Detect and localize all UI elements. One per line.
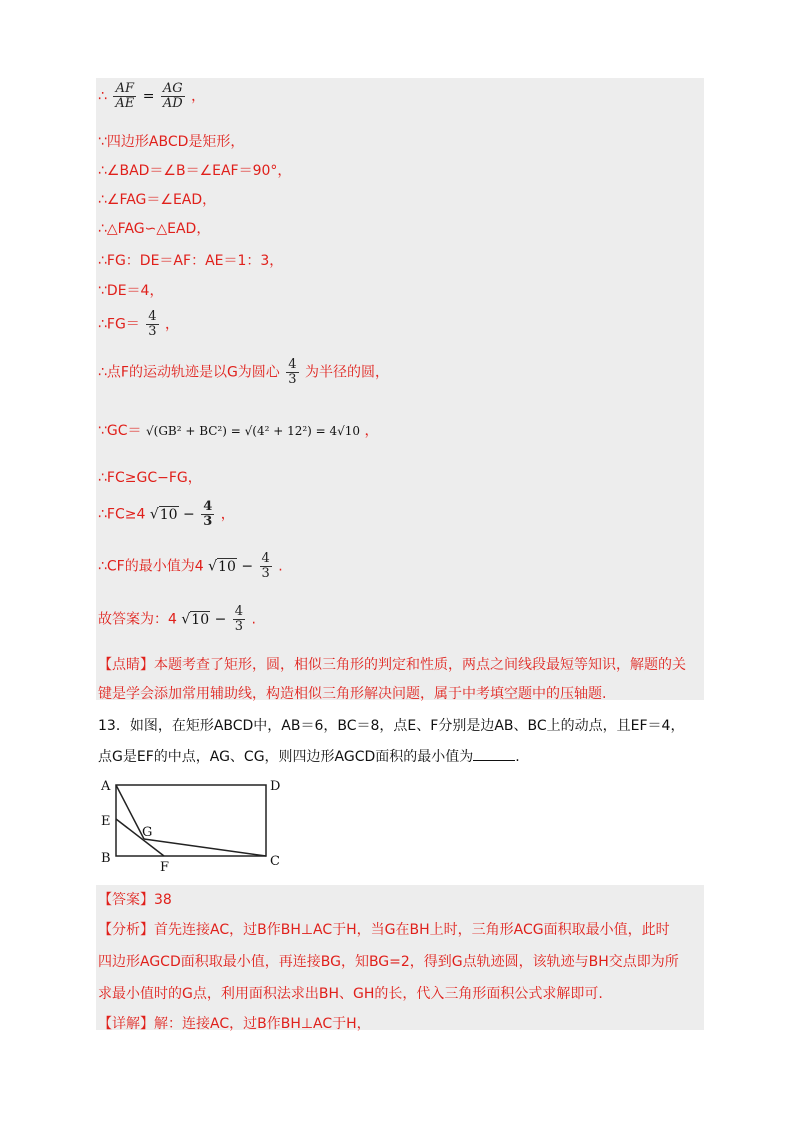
radicand: 10 — [191, 611, 210, 628]
solution-line-9 — [98, 358, 389, 387]
analysis-line-3: 求最小值时的G点，利用面积法求出BH、GH的长，代入三角形面积公式求解即可. — [98, 986, 603, 1002]
segment-ag — [116, 785, 144, 839]
line-suffix: ， — [220, 506, 235, 523]
fraction-four-thirds — [233, 605, 245, 634]
fraction-denominator: AD — [162, 96, 183, 111]
line-suffix: . — [278, 558, 283, 575]
solution-line-10 — [98, 420, 379, 440]
fraction-af-ae — [113, 82, 136, 111]
fraction-numerator: 4 — [148, 309, 157, 324]
minus-sign: − — [183, 506, 195, 523]
fraction-four-thirds — [286, 358, 298, 387]
minus-sign: − — [214, 611, 227, 628]
rectangle-figure — [98, 775, 298, 875]
line-prefix: ∴CF的最小值为4 — [98, 558, 204, 575]
fraction-four-thirds — [201, 500, 214, 529]
analysis-line-1: 【分析】首先连接AC，过B作BH⊥AC于H，当G在BH上时，三角形ACG面积取最小值，此时 — [98, 922, 670, 938]
fraction-numerator: 4 — [203, 499, 213, 514]
radicand: 10 — [159, 506, 178, 523]
segment-gc — [144, 839, 266, 856]
solution-line-4: ∴∠FAG＝∠EAD， — [98, 192, 217, 208]
line-prefix: ∴FC≥4 — [98, 506, 146, 523]
fraction-numerator: 4 — [288, 357, 297, 372]
solution-line-11: ∴FC≥GC−FG， — [98, 470, 202, 486]
label-b: B — [101, 851, 111, 866]
solution-line-5: ∴△FAG∽△EAD， — [98, 221, 211, 237]
label-g: G — [142, 825, 153, 840]
fraction-denominator: AE — [115, 96, 135, 111]
label-e: E — [101, 814, 111, 829]
sqrt-ten: √10 — [149, 506, 178, 523]
radicand: 10 — [218, 558, 236, 575]
comment-line-2: 键是学会添加常用辅助线，构造相似三角形解决问题，属于中考填空题中的压轴题. — [98, 686, 607, 702]
solution-line-7: ∵DE＝4， — [98, 283, 164, 299]
gc-formula: √(GB² + BC²) = √(4² + 12²) = 4√10 — [145, 424, 361, 438]
label-d: D — [270, 779, 281, 794]
solution-line-1 — [98, 82, 205, 111]
solution-line-8 — [98, 310, 179, 339]
fraction-denominator: 3 — [261, 566, 270, 581]
comment-line-1: 【点睛】本题考查了矩形，圆，相似三角形的判定和性质，两点之间线段最短等知识，解题的关 — [98, 657, 686, 673]
fraction-four-thirds — [146, 310, 158, 339]
solution-line-2: ∵四边形ABCD是矩形， — [98, 134, 245, 150]
solution-line-12 — [98, 500, 235, 529]
fraction-numerator: 4 — [234, 604, 244, 619]
fraction-numerator: AG — [161, 82, 185, 97]
line-prefix: ∴点F的运动轨迹是以G为圆心 — [98, 364, 280, 381]
equals-sign: = — [142, 88, 155, 105]
label-c: C — [270, 854, 280, 869]
fraction-ag-ad — [161, 82, 185, 111]
label-f: F — [160, 860, 170, 875]
question-line-2 — [98, 746, 520, 766]
fraction-four-thirds — [260, 552, 272, 581]
fraction-numerator: 4 — [261, 551, 270, 566]
segment-ef — [116, 819, 164, 856]
line-suffix: 为半径的圆， — [305, 364, 389, 381]
analysis-line-2: 四边形AGCD面积取最小值，再连接BG，知BG=2，得到G点轨迹圆，该轨迹与BH交点即为所 — [98, 954, 679, 970]
solution-line-6: ∴FG：DE＝AF：AE＝1：3， — [98, 253, 284, 269]
fraction-denominator: 3 — [288, 372, 297, 387]
fraction-numerator: AF — [113, 82, 136, 97]
therefore-symbol: ∴ — [98, 88, 107, 105]
line-prefix: 点G是EF的中点，AG、CG，则四边形AGCD面积的最小值为 — [98, 749, 474, 765]
line-suffix: ， — [191, 88, 206, 105]
sqrt-ten: √10 — [181, 611, 210, 628]
line-prefix: 故答案为：4 — [98, 611, 177, 628]
solution-line-3: ∴∠BAD＝∠B＝∠EAF＝90°， — [98, 163, 292, 179]
question-line-1: 13．如图，在矩形ABCD中，AB＝6，BC＝8，点E、F分别是边AB、BC上的动点，且EF＝4， — [98, 718, 685, 734]
label-a: A — [101, 779, 111, 794]
line-suffix: . — [515, 749, 520, 765]
minus-sign: − — [241, 558, 254, 575]
fraction-denominator: 3 — [234, 619, 244, 634]
solution-line-14 — [98, 605, 256, 634]
answer-blank — [473, 760, 515, 761]
line-prefix: ∵GC＝ — [98, 423, 142, 439]
solution-line-13 — [98, 552, 283, 581]
fraction-denominator: 3 — [203, 514, 213, 529]
line-suffix: ， — [364, 423, 379, 439]
fraction-denominator: 3 — [148, 324, 157, 339]
answer-line: 【答案】38 — [98, 892, 172, 908]
line-suffix: ， — [165, 316, 179, 333]
line-prefix: ∴FG＝ — [98, 316, 140, 333]
detail-line: 【详解】解：连接AC，过B作BH⊥AC于H， — [98, 1016, 371, 1032]
sqrt-ten: √10 — [208, 558, 236, 575]
line-suffix: . — [251, 611, 256, 628]
